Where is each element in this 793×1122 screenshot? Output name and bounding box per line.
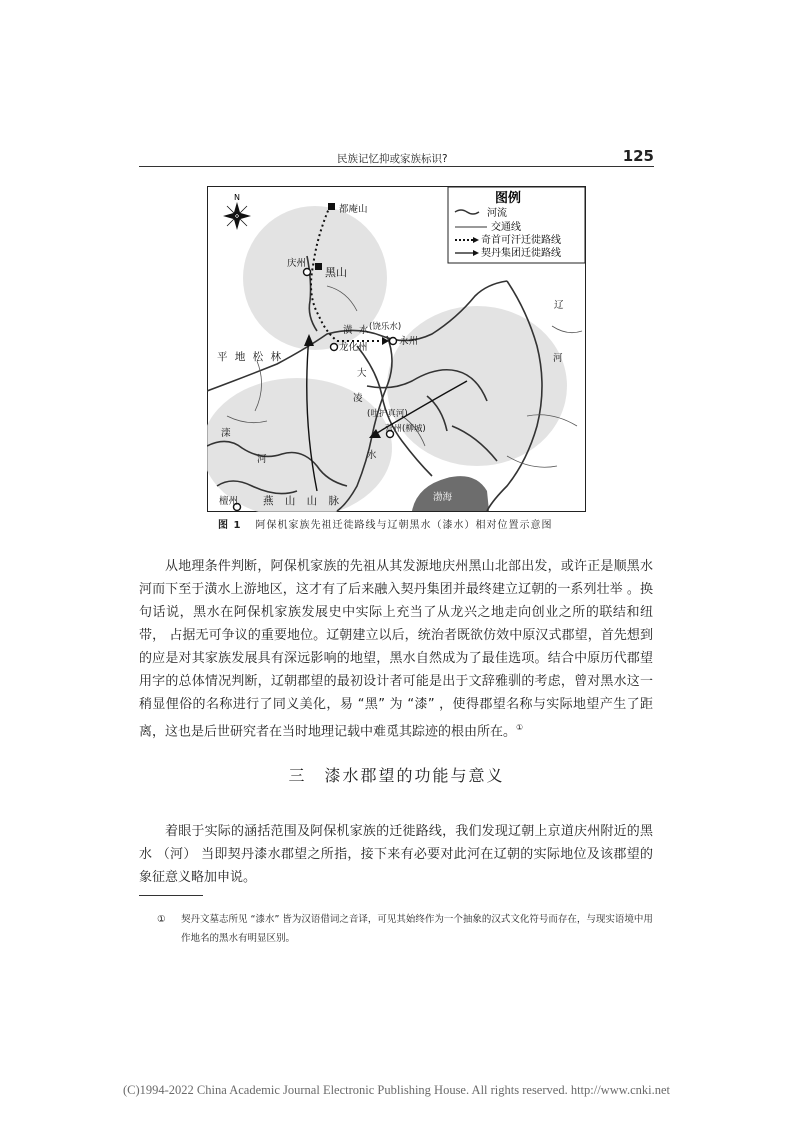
figure-caption-label: 图 1	[218, 520, 242, 531]
legend-item-road: 交通线	[491, 222, 521, 233]
running-title: 民族记忆抑或家族标识?	[337, 153, 448, 165]
label-tanzhou: 檀州	[219, 496, 239, 507]
north-label: N	[234, 193, 240, 202]
label-laha: (饶乐水)	[369, 322, 402, 332]
label-shui2: 水	[367, 450, 377, 461]
label-he: 河	[553, 353, 563, 364]
map-legend	[448, 187, 585, 263]
legend-item-qishou-route: 奇首可汗迁徙路线	[481, 235, 561, 246]
footnote-reference[interactable]: ①	[516, 723, 524, 732]
label-yanshan: 燕 山 山 脉	[263, 495, 344, 507]
label-qingzhou: 庆州	[287, 258, 307, 269]
label-da: 大	[357, 368, 367, 379]
paragraph-1-text: 从地理条件判断，阿保机家族的先祖从其发源地庆州黑山北部出发，或许正是顺黑水河而下至于潢水上游地区，这才有了后来融入契丹集团并最终建立辽朝的一系列壮举 。换句话说，黑水在阿保机家族发展史中实际上充当了从龙兴之地走向创业之所的联结和纽带， 占据无可争议的重要地位。辽朝建立以后，统治者既欲仿效中原汉式郡望，首先想到的应是对其家族发展具有深远影响的地望，黑水自然成为了最佳选项。结合中原历代郡望用字的总体情况判断，辽朝郡望的最初设计者可能是出于文辞雅驯的考虑，曾对黑水这一稍显俚俗的名称进行了同义美化，易 “黑” 为 “漆” ，使得郡望名称与实际地望产生了距离，这也是后世研究者在当时地理记载中难觅其踪迹的根由所在。	[139, 559, 653, 740]
figure-caption-text: 阿保机家族先祖迁徙路线与辽朝黑水（漆水）相对位置示意图	[255, 520, 553, 531]
page-number: 125	[622, 147, 654, 165]
footnote-mark: ①	[157, 914, 166, 925]
label-ling: 凌	[353, 393, 363, 404]
map-svg	[207, 186, 586, 512]
section-heading: 三 漆水郡望的功能与意义	[288, 766, 505, 785]
body-paragraph-1	[139, 555, 653, 743]
copyright-footer: (C)1994-2022 China Academic Journal Electronic Publishing House. All rights reserved. http://www.cnki.net	[122, 1083, 670, 1097]
body-paragraph-2: 着眼于实际的涵括范围及阿保机家族的迁徙路线，我们发现辽朝上京道庆州附近的黑水 （河） 当即契丹漆水郡望之所指，接下来有必要对此河在辽朝的实际地位及该郡望的象征意义略加申说。	[139, 824, 653, 885]
label-luan: 滦	[221, 428, 231, 439]
footnote-text: 契丹文墓志所见 “漆水” 皆为汉语借词之音译，可见其始终作为一个抽象的汉式文化符号而存在，与现实语境中用作地名的黑水有明显区别。	[181, 914, 653, 944]
label-bohai: 渤海	[433, 492, 453, 503]
label-yingzhou: 营州(柳城)	[385, 424, 426, 434]
label-pingdi-songlin: 平 地 松 林	[217, 351, 284, 363]
label-dulu-mountain: 都庵山	[339, 204, 368, 215]
label-luan-he: 河	[257, 454, 267, 465]
footnote	[157, 910, 655, 948]
legend-item-khitan-route: 契丹集团迁徙路线	[481, 248, 561, 259]
label-yongzhou: 永州	[399, 336, 419, 347]
label-heishan: 黑山	[325, 266, 347, 279]
running-header	[139, 147, 654, 167]
legend-title: 图例	[495, 191, 522, 206]
figure-caption	[218, 516, 552, 531]
compass-icon	[223, 202, 251, 230]
label-tuhu: (吐护真河)	[367, 409, 408, 419]
label-shui: 水	[359, 325, 369, 336]
legend-item-river: 河流	[487, 208, 507, 219]
region-east	[387, 306, 567, 466]
footnote-divider	[139, 895, 203, 896]
label-longhuazhou: 龙化州	[339, 342, 368, 353]
label-liao: 辽	[554, 300, 564, 311]
figure-map	[207, 186, 586, 512]
label-huang: 潢	[343, 325, 353, 336]
